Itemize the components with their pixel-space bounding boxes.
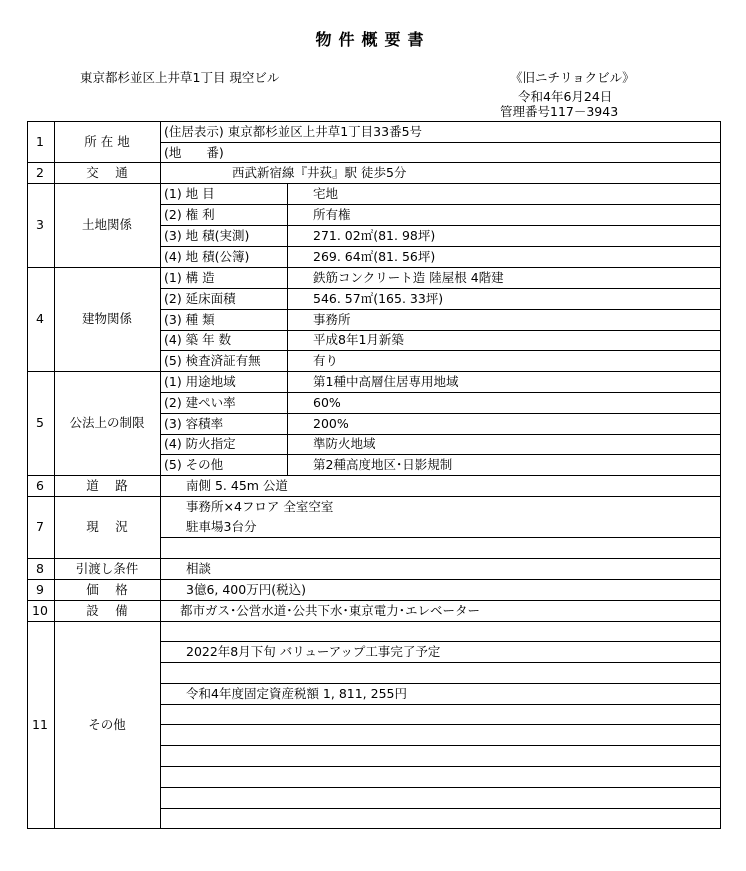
location-lot-number: (地 番) (164, 145, 224, 160)
facilities-value: 都市ガス･公営水道･公共下水･東京電力･エレベーター (180, 603, 481, 618)
legal-key: (2) 建ぺい率 (164, 395, 236, 410)
other-note-renovation: 2022年8月下旬 バリューアップ工事完了予定 (186, 644, 441, 659)
location-residential-address: (住居表示) 東京都杉並区上井草1丁目33番5号 (164, 124, 423, 139)
row-label-location: 所 在 地 (84, 134, 130, 149)
legal-value: 60% (313, 395, 341, 410)
land-value: 所有権 (313, 207, 351, 222)
row-label-land: 土地関係 (81, 217, 132, 232)
row-label-legal-restrictions: 公法上の制限 (69, 415, 145, 430)
land-value: 269. 64㎡(81. 56坪) (313, 249, 436, 264)
land-value: 宅地 (313, 186, 339, 201)
document-date: 令和4年6月24日 (518, 89, 613, 104)
building-value: 事務所 (313, 312, 351, 327)
building-key: (4) 築 年 数 (164, 332, 232, 347)
document-title: 物件概要書 (315, 30, 431, 49)
row-number: 1 (36, 134, 44, 149)
legal-key: (4) 防火指定 (164, 436, 236, 451)
row-label-other: その他 (88, 717, 126, 732)
row-number: 9 (36, 582, 44, 597)
row-label-facilities: 設 備 (86, 603, 128, 618)
price-value: 3億6, 400万円(税込) (186, 582, 306, 597)
legal-key: (5) その他 (164, 457, 224, 472)
row-label-handover: 引渡し条件 (75, 561, 139, 576)
row-number: 11 (32, 717, 48, 732)
row-label-transport: 交 通 (86, 165, 128, 180)
legal-value: 第2種高度地区･日影規制 (313, 457, 453, 472)
legal-value: 第1種中高層住居専用地域 (313, 374, 459, 389)
row-number: 2 (36, 165, 44, 180)
parking-value: 駐車場3台分 (186, 519, 257, 534)
handover-value: 相談 (186, 561, 212, 576)
building-value: 有り (313, 353, 339, 368)
building-value: 鉄筋コンクリート造 陸屋根 4階建 (313, 270, 504, 285)
row-label-road: 道 路 (86, 478, 128, 493)
building-key: (2) 延床面積 (164, 291, 236, 306)
row-number: 7 (36, 519, 44, 534)
land-key: (1) 地 目 (164, 186, 215, 201)
building-key: (3) 種 類 (164, 312, 215, 327)
property-address-header: 東京都杉並区上井草1丁目 現空ビル (80, 70, 280, 85)
building-key: (5) 検査済証有無 (164, 353, 261, 368)
transport-value: 西武新宿線『井荻』駅 徒歩5分 (232, 165, 407, 180)
row-number: 10 (32, 603, 48, 618)
legal-value: 準防火地域 (313, 436, 376, 451)
management-number: 管理番号117－3943 (500, 104, 619, 119)
row-label-current-status: 現 況 (86, 519, 128, 534)
row-number: 5 (36, 415, 44, 430)
land-key: (2) 権 利 (164, 207, 215, 222)
legal-key: (1) 用途地域 (164, 374, 236, 389)
row-label-price: 価 格 (86, 582, 128, 597)
row-label-building: 建物関係 (81, 311, 132, 326)
road-value: 南側 5. 45m 公道 (186, 478, 288, 493)
other-note-property-tax: 令和4年度固定資産税額 1, 811, 255円 (186, 686, 407, 701)
building-value: 546. 57㎡(165. 33坪) (313, 291, 444, 306)
building-key: (1) 構 造 (164, 270, 215, 285)
row-number: 8 (36, 561, 44, 576)
building-value: 平成8年1月新築 (313, 332, 404, 347)
row-number: 4 (36, 311, 44, 326)
land-value: 271. 02㎡(81. 98坪) (313, 228, 436, 243)
land-key: (3) 地 積(実測) (164, 228, 250, 243)
current-status-value: 事務所×4フロア 全室空室 (186, 499, 334, 514)
land-key: (4) 地 積(公簿) (164, 249, 250, 264)
row-number: 3 (36, 217, 44, 232)
building-name: 《旧ニチリョクビル》 (510, 70, 635, 85)
row-number: 6 (36, 478, 44, 493)
legal-key: (3) 容積率 (164, 416, 224, 431)
legal-value: 200% (313, 416, 349, 431)
